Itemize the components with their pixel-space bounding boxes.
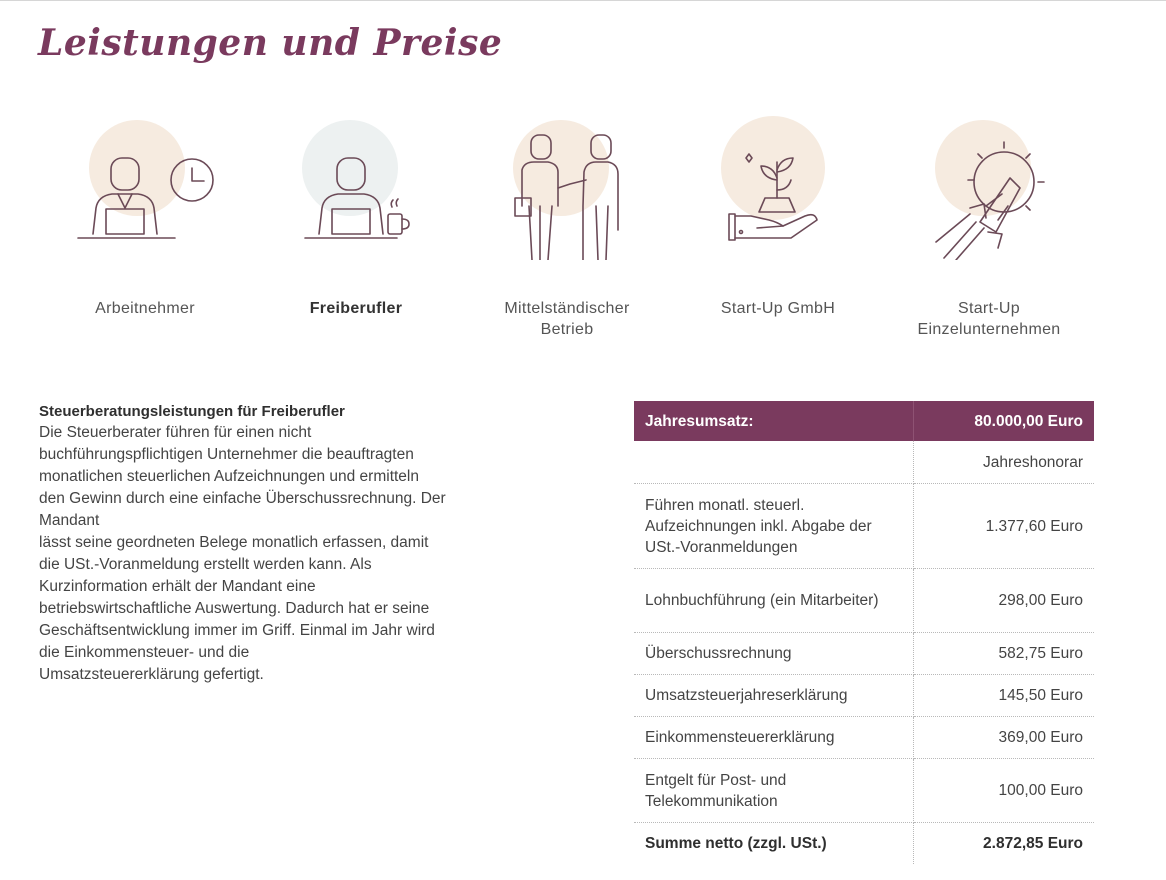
page-title: Leistungen und Preise	[38, 22, 503, 64]
category-label: Start-Up GmbH	[720, 300, 836, 317]
row-value: 145,50 Euro	[914, 675, 1095, 717]
row-label: Umsatzsteuerjahreserklärung	[634, 675, 914, 717]
category-arbeitnehmer[interactable]	[40, 110, 250, 350]
row-label: Entgelt für Post- und Telekommunikation	[634, 759, 914, 823]
category-label: Mittelständischer Betrieb	[504, 300, 630, 338]
category-start-up-gmbh[interactable]	[673, 110, 883, 350]
price-table	[634, 401, 1094, 864]
description-heading: Steuerberatungsleistungen für Freiberufler	[39, 403, 345, 420]
table-row	[634, 484, 1094, 569]
row-label: Überschussrechnung	[634, 633, 914, 675]
row-label: Führen monatl. steuerl. Aufzeichnungen inkl. Abgabe der USt.-Voranmeldungen	[634, 484, 914, 569]
rocket-lightbulb-icon	[884, 110, 1094, 260]
row-value: 1.377,60 Euro	[914, 484, 1095, 569]
row-label: Lohnbuchführung (ein Mitarbeiter)	[634, 569, 914, 633]
table-header-row	[634, 401, 1094, 441]
table-row	[634, 633, 1094, 675]
fee-column-label: Jahreshonorar	[914, 441, 1095, 484]
top-divider	[0, 0, 1166, 1]
row-value: 100,00 Euro	[914, 759, 1095, 823]
category-label: Start-Up Einzelunternehmen	[917, 300, 1061, 338]
category-label: Arbeitnehmer	[95, 300, 195, 317]
category-mittelstaendischer-betrieb[interactable]	[462, 110, 672, 350]
row-value: 369,00 Euro	[914, 717, 1095, 759]
sum-label: Summe netto (zzgl. USt.)	[634, 823, 914, 865]
table-sum-row	[634, 823, 1094, 865]
table-row	[634, 759, 1094, 823]
table-row	[634, 675, 1094, 717]
table-row	[634, 717, 1094, 759]
table-row	[634, 569, 1094, 633]
category-start-up-einzelunternehmen[interactable]	[884, 110, 1094, 350]
category-selector	[40, 110, 1100, 350]
service-description	[39, 402, 509, 686]
category-freiberufler[interactable]	[251, 110, 461, 350]
row-value: 582,75 Euro	[914, 633, 1095, 675]
plant-hand-icon	[673, 110, 883, 260]
description-text: Die Steuerberater führen für einen nicht buchführungspflichtigen Unternehmer die beauftragten monatlichen steuerlichen Aufzeichnungen und ermitteln den Gewinn durch eine einfache Überschussrechnung. Der Mandant lässt seine geordneten Belege monatlich erfassen, damit die USt.-Voranmeldung erstellt werden kann. Als Kurzinformation erhält der Mandant eine betriebswirtschaftliche Auswertung. Dadurch hat er seine Geschäftsentwicklung immer im Griff. Einmal im Jahr wird die Einkommensteuer- und die Umsatzsteuererklärung gefertigt.	[39, 424, 446, 683]
category-label: Freiberufler	[309, 300, 403, 317]
row-value: 298,00 Euro	[914, 569, 1095, 633]
freelancer-laptop-coffee-icon	[251, 110, 461, 260]
revenue-value: 80.000,00 Euro	[914, 401, 1095, 441]
revenue-label: Jahresumsatz:	[634, 401, 914, 441]
business-handshake-icon	[462, 110, 672, 260]
employee-laptop-clock-icon	[40, 110, 250, 260]
sum-value: 2.872,85 Euro	[983, 835, 1083, 852]
table-subheader-row	[634, 441, 1094, 484]
row-label: Einkommensteuererklärung	[634, 717, 914, 759]
